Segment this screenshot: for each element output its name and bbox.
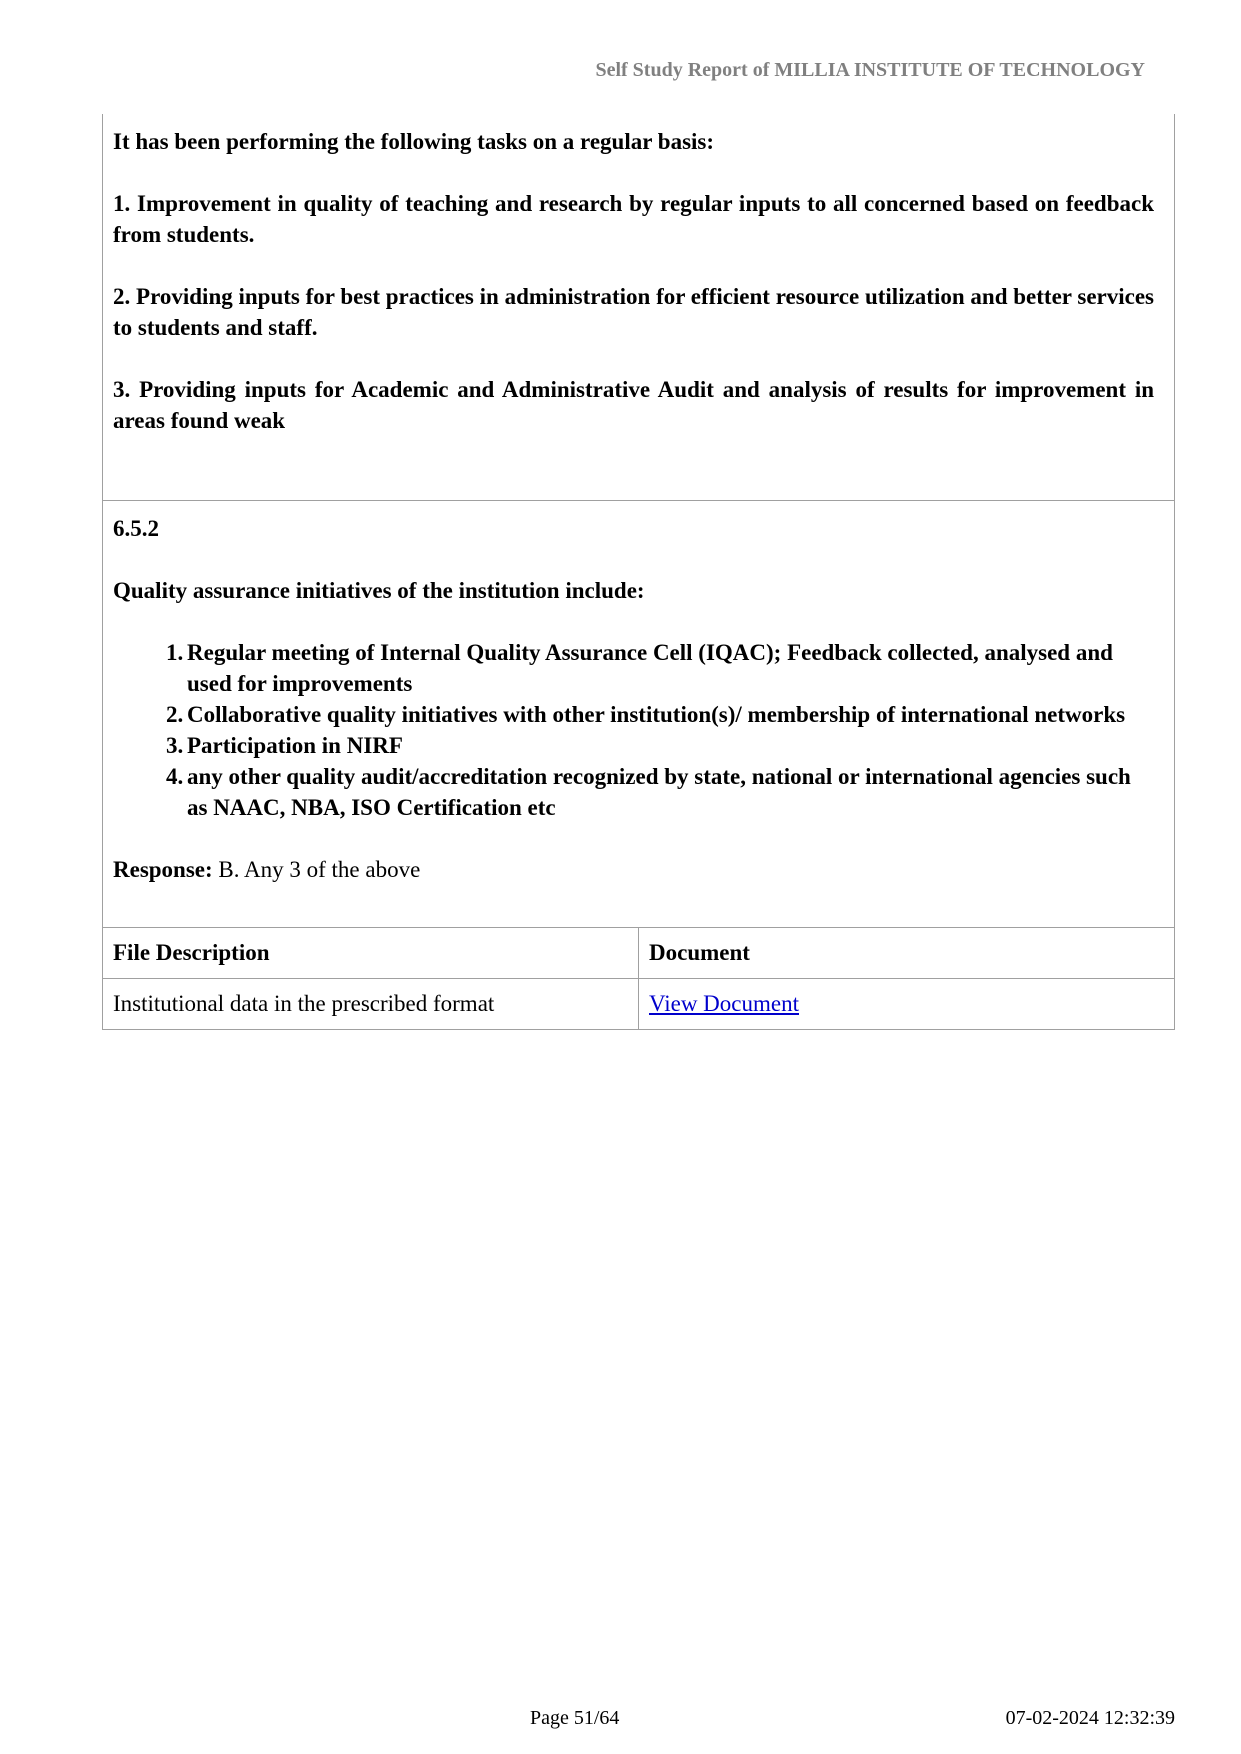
list-item bbox=[113, 761, 1154, 823]
file-description-table bbox=[102, 927, 1175, 1030]
column-header-file-description: File Description bbox=[103, 928, 639, 979]
list-item bbox=[113, 730, 1154, 761]
generated-timestamp: 07-02-2024 12:32:39 bbox=[1005, 1707, 1175, 1729]
task-item-1: 1. Improvement in quality of teaching and research by regular inputs to all concerned based on feedback from students. bbox=[113, 191, 1154, 247]
list-item-number: 2. bbox=[166, 702, 184, 727]
page-number: Page 51/64 bbox=[530, 1707, 620, 1729]
view-document-link[interactable]: View Document bbox=[649, 991, 799, 1016]
report-header: Self Study Report of MILLIA INSTITUTE OF TECHNOLOGY bbox=[595, 59, 1145, 81]
column-header-document: Document bbox=[639, 928, 1175, 979]
metric-6-5-2-block bbox=[103, 501, 1174, 929]
response-label: Response: bbox=[113, 857, 213, 882]
tasks-intro: It has been performing the following tasks on a regular basis: bbox=[113, 129, 715, 154]
list-item-number: 1. bbox=[166, 640, 184, 665]
iqac-tasks-block bbox=[103, 114, 1174, 501]
response-value: B. Any 3 of the above bbox=[212, 857, 421, 882]
list-item-number: 4. bbox=[166, 764, 184, 789]
metric-heading: Quality assurance initiatives of the institution include: bbox=[113, 578, 645, 603]
metric-number: 6.5.2 bbox=[113, 516, 159, 541]
response-line bbox=[113, 854, 1154, 885]
document-cell bbox=[639, 979, 1175, 1030]
content-frame bbox=[102, 114, 1175, 929]
initiatives-list bbox=[113, 637, 1154, 823]
table-header-row bbox=[103, 928, 1175, 979]
file-description-cell: Institutional data in the prescribed format bbox=[103, 979, 639, 1030]
list-item-text: Collaborative quality initiatives with other institution(s)/ membership of international networks bbox=[187, 702, 1126, 727]
task-item-3: 3. Providing inputs for Academic and Administrative Audit and analysis of results for improvement in areas found weak bbox=[113, 377, 1154, 433]
list-item bbox=[113, 637, 1154, 699]
list-item-number: 3. bbox=[166, 733, 184, 758]
task-item-2: 2. Providing inputs for best practices in administration for efficient resource utilization and better services to students and staff. bbox=[113, 284, 1154, 340]
list-item-text: Participation in NIRF bbox=[187, 733, 403, 758]
list-item-text: any other quality audit/accreditation recognized by state, national or international agencies such as NAAC, NBA, ISO Certification etc bbox=[187, 764, 1131, 820]
table-row bbox=[103, 979, 1175, 1030]
list-item-text: Regular meeting of Internal Quality Assurance Cell (IQAC); Feedback collected, analysed and used for improvements bbox=[187, 640, 1113, 696]
list-item bbox=[113, 699, 1154, 730]
